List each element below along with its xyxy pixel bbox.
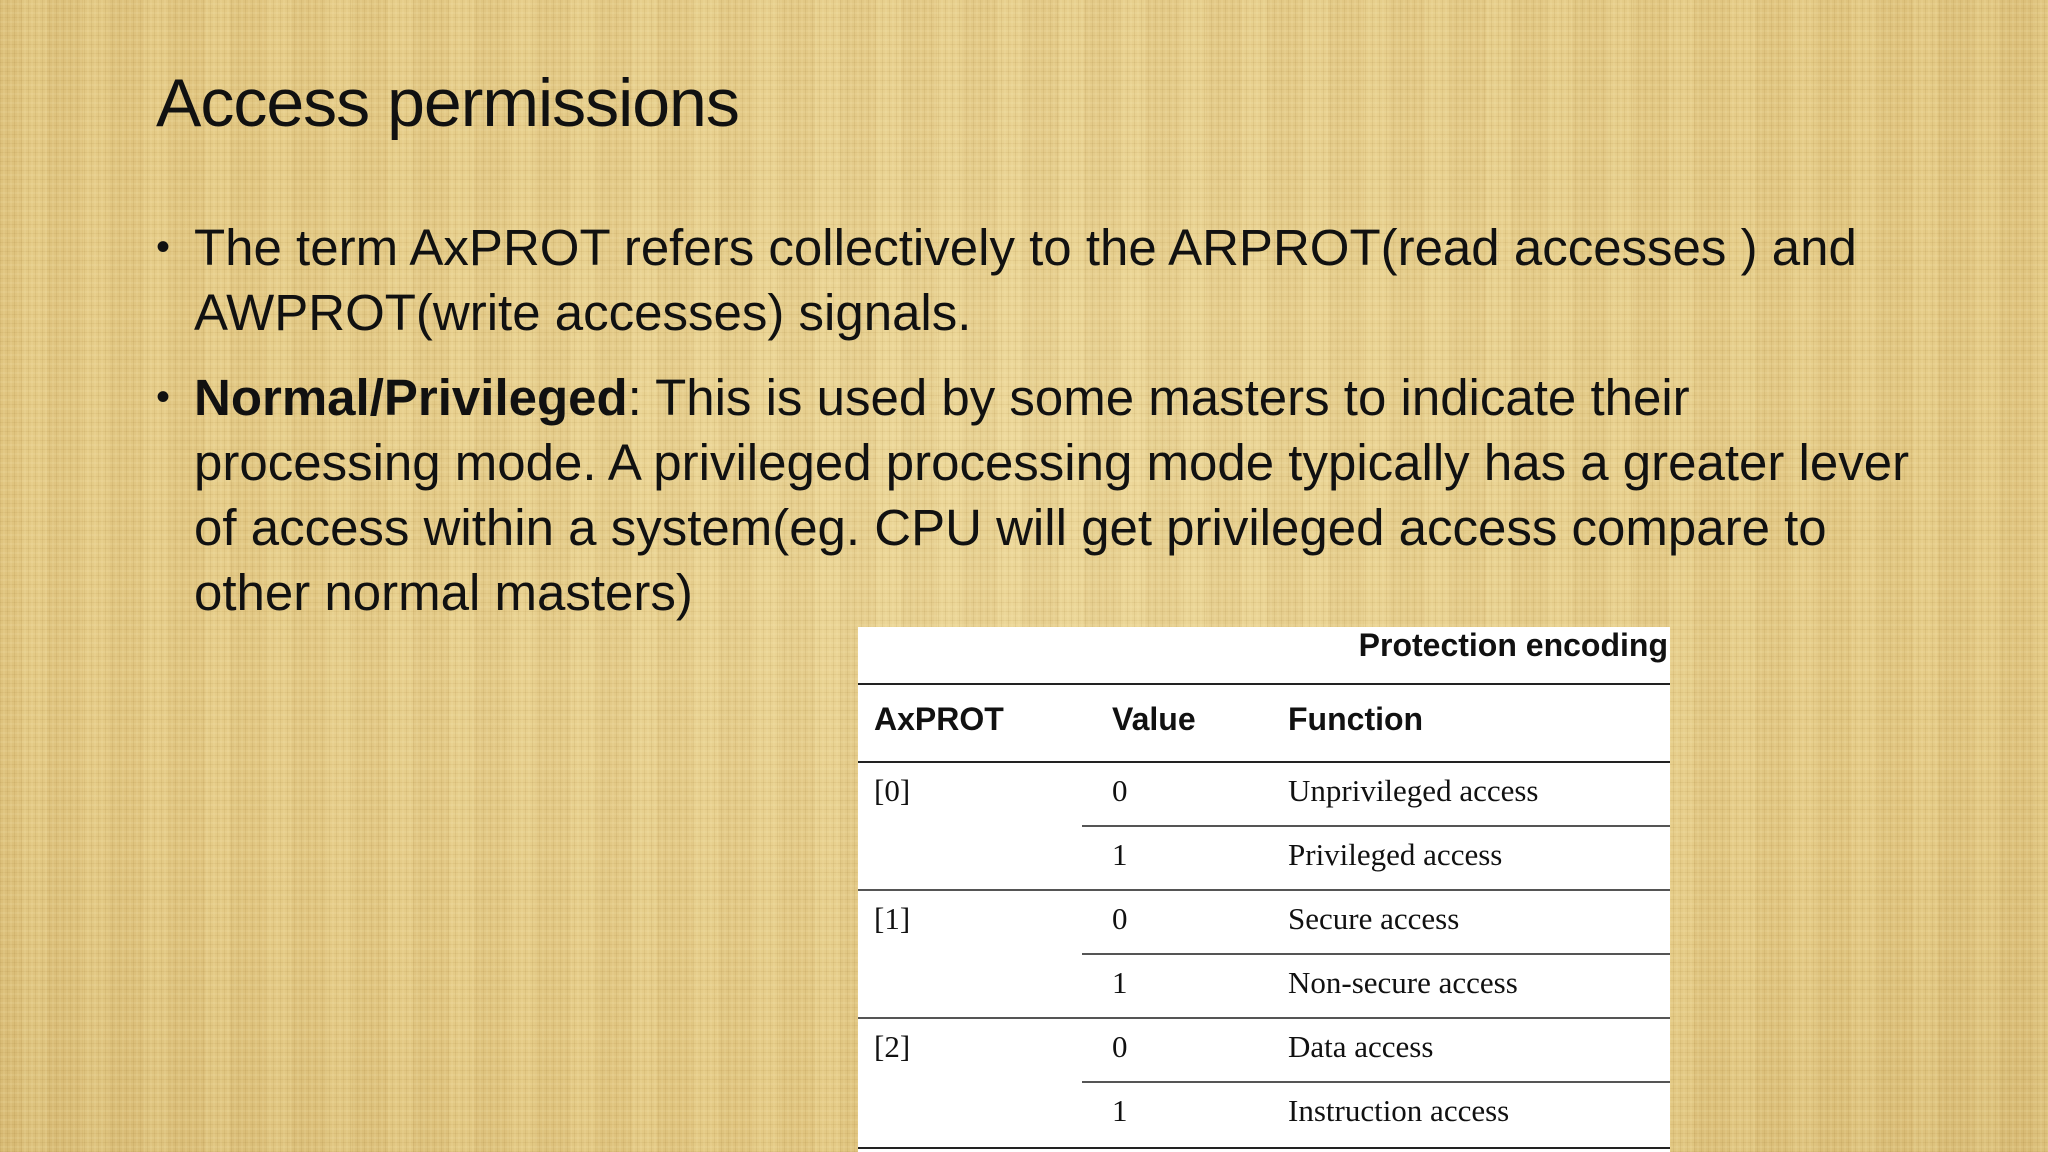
bullet-text: The term AxPROT refers collectively to the ARPROT(read accesses ) and AWPROT(write accesses) signals. xyxy=(194,219,1857,341)
bullet-item xyxy=(156,365,1916,625)
value-cell: 1 xyxy=(1112,1093,1128,1128)
column-header-value: Value xyxy=(1112,701,1196,737)
table-top-rule xyxy=(858,683,1670,685)
value-cell: 1 xyxy=(1112,965,1128,1000)
slide-title: Access permissions xyxy=(156,65,739,141)
value-cell: 0 xyxy=(1112,1029,1128,1064)
table-bottom-rule xyxy=(858,1147,1670,1149)
group-divider xyxy=(858,1017,1670,1019)
value-cell: 0 xyxy=(1112,901,1128,936)
bullet-text: : This is used by some masters to indicate their processing mode. A privileged processing mode typically has a greater lever of access within a system(eg. CPU will get privileged access compare to other normal masters) xyxy=(194,369,1910,621)
function-cell: Instruction access xyxy=(1288,1093,1510,1128)
function-cell: Non-secure access xyxy=(1288,965,1518,1000)
axprot-cell: [0] xyxy=(874,773,911,808)
group-divider xyxy=(858,889,1670,891)
bullet-item xyxy=(156,215,1916,345)
bullet-marker: • xyxy=(156,375,171,419)
header-bottom-rule xyxy=(858,761,1670,763)
value-cell: 0 xyxy=(1112,773,1128,808)
column-header-axprot: AxPROT xyxy=(874,701,1004,737)
function-cell: Unprivileged access xyxy=(1288,773,1539,808)
value-cell: 1 xyxy=(1112,837,1128,872)
function-cell: Data access xyxy=(1288,1029,1434,1064)
bullet-bold-term: Normal/Privileged xyxy=(194,369,628,426)
function-cell: Secure access xyxy=(1288,901,1460,936)
row-divider xyxy=(1082,1081,1670,1083)
bullet-marker: • xyxy=(156,225,171,269)
axprot-cell: [1] xyxy=(874,901,911,936)
row-divider xyxy=(1082,825,1670,827)
column-header-function: Function xyxy=(1288,701,1424,737)
protection-encoding-table xyxy=(858,627,1670,1152)
row-divider xyxy=(1082,953,1670,955)
axprot-cell: [2] xyxy=(874,1029,911,1064)
table-caption: Protection encoding xyxy=(1358,627,1668,663)
bullet-list xyxy=(156,215,1916,645)
function-cell: Privileged access xyxy=(1288,837,1503,872)
